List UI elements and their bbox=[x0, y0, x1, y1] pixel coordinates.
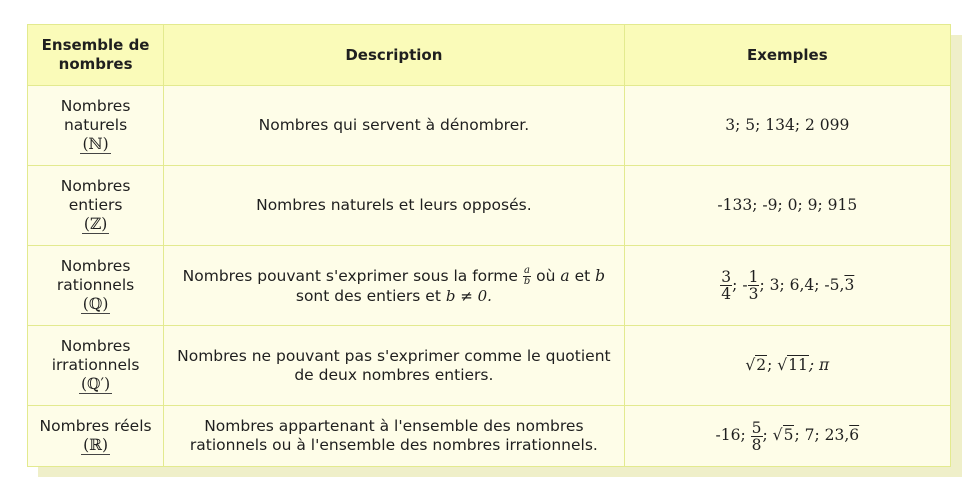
set-symbol: (ℕ) bbox=[82, 135, 109, 153]
examples-text bbox=[720, 268, 855, 303]
examples-cell bbox=[624, 246, 950, 326]
radicand: 11 bbox=[788, 356, 808, 374]
set-name-cell bbox=[28, 406, 164, 467]
condition: b ≠ 0. bbox=[445, 286, 492, 305]
ex-pre: -16; bbox=[715, 426, 746, 444]
repeating-digit: 6 bbox=[849, 426, 860, 444]
frac-den: 4 bbox=[721, 285, 732, 303]
examples-cell bbox=[624, 406, 950, 467]
set-symbol: (ℚ) bbox=[82, 295, 109, 313]
frac-num: 3 bbox=[721, 268, 732, 286]
description-cell: Nombres naturels et leurs opposés. bbox=[164, 166, 624, 246]
desc-line2: sont des entiers et bbox=[295, 286, 441, 305]
table-row bbox=[28, 406, 951, 467]
set-symbol: (ℚ′) bbox=[81, 375, 111, 393]
ex-pi: ; π bbox=[808, 356, 830, 374]
var-a: a bbox=[560, 266, 570, 285]
radicand: 2 bbox=[756, 356, 767, 374]
set-name: Nombres réels bbox=[39, 417, 152, 435]
var-b: b bbox=[595, 266, 606, 285]
set-name-cell bbox=[28, 166, 164, 246]
frac-num: 1 bbox=[748, 268, 759, 286]
examples-text bbox=[715, 418, 860, 454]
frac-den: b bbox=[523, 275, 531, 287]
sqrt-2: √2 bbox=[745, 356, 767, 374]
ex-sep: ; - bbox=[732, 275, 748, 294]
frac-den: 8 bbox=[751, 435, 762, 454]
header-examples: Exemples bbox=[624, 25, 950, 86]
table-row bbox=[28, 166, 951, 246]
header-row bbox=[28, 25, 951, 86]
set-name: Nombres rationnels bbox=[56, 257, 135, 294]
repeating-digit: 3 bbox=[844, 275, 855, 294]
table-row bbox=[28, 326, 951, 406]
set-name-cell bbox=[28, 326, 164, 406]
header-set: Ensemble de nombres bbox=[28, 25, 164, 86]
set-name: Nombres naturels bbox=[60, 97, 131, 134]
ex-sep: ; bbox=[762, 426, 768, 444]
examples-text: -133; -9; 0; 9; 915 bbox=[717, 196, 858, 214]
table-row bbox=[28, 86, 951, 166]
frac-num: 5 bbox=[751, 418, 762, 437]
fraction-a-over-b bbox=[523, 266, 531, 287]
examples-text: 3; 5; 134; 2 099 bbox=[725, 116, 850, 134]
sqrt-11: √11 bbox=[777, 356, 808, 374]
ex-sep: ; bbox=[767, 356, 778, 374]
description-cell: Nombres appartenant à l'ensemble des nombres rationnels ou à l'ensemble des nombres irrationnels. bbox=[164, 406, 624, 467]
set-symbol: (ℝ) bbox=[83, 436, 109, 454]
fraction-1-3 bbox=[748, 269, 760, 302]
header-description: Description bbox=[164, 25, 624, 86]
table-row bbox=[28, 246, 951, 326]
fraction-5-8 bbox=[751, 420, 763, 453]
frac-den: 3 bbox=[748, 285, 759, 303]
set-name-cell bbox=[28, 86, 164, 166]
examples-text bbox=[745, 355, 829, 374]
description-cell: Nombres qui servent à dénombrer. bbox=[164, 86, 624, 166]
examples-cell bbox=[624, 326, 950, 406]
frac-num: a bbox=[524, 264, 531, 276]
description-cell bbox=[164, 246, 624, 326]
ex-rest: ; 3; 6,4; -5, bbox=[759, 275, 845, 294]
examples-cell bbox=[624, 166, 950, 246]
set-name-cell bbox=[28, 246, 164, 326]
set-symbol: (ℤ) bbox=[83, 215, 108, 233]
set-name: Nombres irrationnels bbox=[51, 337, 140, 374]
description-cell: Nombres ne pouvant pas s'exprimer comme le quotient de deux nombres entiers. bbox=[164, 326, 624, 406]
fraction-3-4 bbox=[720, 269, 732, 302]
sqrt-5: √5 bbox=[772, 426, 794, 444]
radicand: 5 bbox=[783, 426, 794, 444]
desc-text: Nombres pouvant s'exprimer sous la forme bbox=[182, 266, 518, 285]
desc-et: et bbox=[574, 266, 591, 285]
examples-cell bbox=[624, 86, 950, 166]
set-name: Nombres entiers bbox=[60, 177, 131, 214]
ex-post: ; 7; 23, bbox=[794, 426, 850, 444]
desc-ou: où bbox=[536, 266, 556, 285]
number-sets-table bbox=[27, 24, 951, 467]
